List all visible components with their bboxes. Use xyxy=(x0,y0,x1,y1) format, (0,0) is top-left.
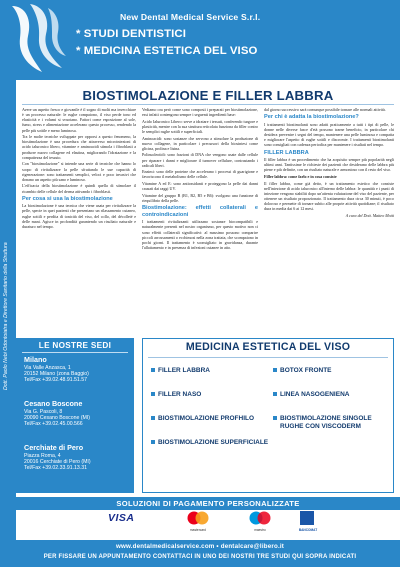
services-title: MEDICINA ESTETICA DEL VISO xyxy=(185,341,351,353)
service-item: FILLER NASO xyxy=(158,391,201,399)
service-item: BOTOX FRONTE xyxy=(280,367,332,375)
footer-cta: PER FISSARE UN APPUNTAMENTO CONTATTACI IN UNO DEI NOSTRI TRE STUDI QUI SOPRA INDICATI xyxy=(43,554,357,560)
paragraph: L'efficacia della biostimolazione è quindi quella di stimolare il ricambio delle cellule del derma attivando i fibroblasti. xyxy=(22,183,136,194)
paragraph: Aminoacidi: sono sostanze che servono a stimolare la produzione di nuovo collagene, in particolare i precursori della biosintesi come glicina, prolina e lisina. xyxy=(142,135,258,151)
location-pero xyxy=(24,444,134,471)
maestro-icon xyxy=(248,511,272,525)
location-city: Cerchiate di Pero xyxy=(24,443,84,452)
subheading: FILLER LABBRA xyxy=(264,149,309,156)
paragraph: Vediamo ora però come sono composti i preparati per biostimolazione, essi infatti contengono sempre i seguenti ingredienti base: xyxy=(142,107,258,118)
bancomat-label: BANCOMAT xyxy=(298,528,318,532)
main-title: BIOSTIMOLAZIONE E FILLER LABBRA xyxy=(82,88,334,103)
paragraph: Il filler labbra è un procedimento che ha acquisito sempre più popolarità negli ultimi anni. Tantissime le richieste dei pazienti che desiderano delle labbra più piene e più definite, con un risultato naturale e armonioso con il resto del viso. xyxy=(264,157,394,173)
service-item: FILLER LABBRA xyxy=(158,367,210,375)
location-zip: 20152 Milano (zona Baggio) xyxy=(24,370,89,377)
title-divider xyxy=(22,104,394,105)
location-cesano xyxy=(24,400,134,427)
location-address: Via Valle Anzasca, 1 xyxy=(24,364,71,371)
paragraph: I trattamenti biostimolanti sono adatti praticamente a tutti i tipi di pelle, le donne nelle diverse fasce d'età possono trarne beneficio, in particolare chi desidera prevenire i segni del tempo, mantenere una pelle luminosa e compatta e migliorare l'aspetto di rughe sottili e discromie. I trattamenti biostimolanti sono consigliati con cadenza periodica per mantenere i risultati nel tempo. xyxy=(264,121,394,148)
location-phone: Tel/Fax +39.02.48.91.51.57 xyxy=(24,377,88,384)
paragraph: dal giorno successivo sarà comunque possibile tornare alle normali attività. xyxy=(264,107,386,112)
paragraph: Avere un aspetto fresco e giovanile è il sogno di molti ma invecchiare è un processo naturale: le rughe compaiono, il viso perde tono ed elasticità e i volumi si svuotano. Fattori come esposizione al sole, fumo, stress e alimentazione accelerano questo processo, rendendo la pelle più sottile e meno luminosa. xyxy=(22,107,136,133)
subheading: Per chi è adatta la biostimolazione? xyxy=(264,114,359,121)
paragraph: Acido Ialuronico Libero: serve a idratare i tessuti, conferendo turgore e plasticità, mentre con la sua struttura reticolata funziona da filler contro le semplici rughe sottili e superficiali. xyxy=(142,118,258,135)
paragraph: Enzimi: sono delle proteine che accelerano i processi di guarigione e favoriscono il metabolismo delle cellule. xyxy=(142,169,258,180)
article-column-1 xyxy=(22,107,136,230)
service-item: LINEA NASOGENIENA xyxy=(280,391,349,399)
bancomat-icon xyxy=(300,511,314,525)
sidebar-credit: Dott. Paolo Nebi Odontoiatra e Direttore Sanitario della Struttura xyxy=(3,242,9,390)
bullet-icon xyxy=(273,368,277,372)
locations-divider xyxy=(22,352,128,353)
location-city: Milano xyxy=(24,355,47,364)
header-line-dental: * STUDI DENTISTICI xyxy=(76,28,187,40)
subheading-bold: Filler labbra: come farlo e in cosa consiste xyxy=(264,173,337,179)
bullet-icon xyxy=(273,392,277,396)
paragraph: I trattamenti rivitalizzanti utilizzano sostanze biocompatibili e naturalmente presenti nel nostro organismo, per questo motivo non ci sono effetti collaterali significativi: al massimo possono comparire piccoli arrossamenti o ecchimosi nella zona trattata, che scompaiono in pochi giorni. Il trattamento è sconsigliato in gravidanza, durante l'allattamento e in presenza di infezioni cutanee in atto. xyxy=(142,219,258,250)
company-name: New Dental Medical Service S.r.l. xyxy=(120,12,261,22)
article-column-3 xyxy=(264,107,394,220)
paragraph: Con "biostimolazione" si intende una serie di tecniche che hanno lo scopo di rivitalizzare la pelle sfruttando le sue capacità di rigenerazione: sono trattamenti semplici, veloci e poco invasivi che donano un aspetto più sano e luminoso. xyxy=(22,161,136,182)
paragraph: Vitamine A ed E: sono antiossidanti e proteggono la pelle dai danni causati dai raggi UV. xyxy=(142,180,258,192)
service-item: BIOSTIMOLAZIONE SUPERFICIALE xyxy=(158,439,278,447)
logo xyxy=(4,2,70,78)
paragraph: Vitamine del gruppo B (B1, B2, B5 e B6): svolgono una funzione di riequilibrio della pelle. xyxy=(142,192,258,203)
bullet-icon xyxy=(151,440,155,444)
service-item: BIOSTIMOLAZIONE PROFHILO xyxy=(158,415,268,423)
location-address: Via G. Pascoli, 8 xyxy=(24,408,63,415)
bullet-icon xyxy=(151,368,155,372)
paragraph: Tra le molte tecniche sviluppate per opporsi a questo fenomeno, la biostimolazione è una procedura che attraverso microiniezioni di acido ialuronico libero, vitamine e aminoacidi stimola i fibroblasti a produrre nuovo collagene ed elastina, migliorando l'idratazione e la compattezza del tessuto. xyxy=(22,134,136,160)
mastercard-icon xyxy=(186,511,210,525)
service-item: BIOSTIMOLAZIONE SINGOLE RUGHE CON VISCODERM xyxy=(280,415,388,430)
paragraph: Polinucleotidi: sono frazioni di DNA che vengono usate dalle cellule per riparare i danni e migliorare il turnover cellulare, contrastando i radicali liberi. xyxy=(142,152,258,168)
mastercard-label: mastercard xyxy=(190,528,206,532)
footer-contacts[interactable]: www.dentalmedicalservice.com • dentalcare@libero.it xyxy=(115,543,285,550)
location-address: Piazza Roma, 4 xyxy=(24,452,61,459)
article-column-2 xyxy=(142,107,258,252)
maestro-label: maestro xyxy=(254,528,266,532)
location-zip: 20016 Cerchiate di Pero (MI) xyxy=(24,458,91,465)
header-line-medicina: * MEDICINA ESTETICA DEL VISO xyxy=(76,45,258,57)
subheading: Biostimolazione: effetti collaterali e controindicazioni xyxy=(142,205,258,218)
paragraph: La biostimolazione è una tecnica che viene usata per rivitalizzare la pelle, specie in quei pazienti che presentano un rilassamento cutaneo, rughe sottili e perdita di tonicità del viso, del collo, del décolleté e delle mani. Agisce in profondità garantendo un risultato naturale e duraturo nel tempo. xyxy=(22,203,136,229)
location-phone: Tel/Fax +39.02.45.00.566 xyxy=(24,421,83,428)
bullet-icon xyxy=(151,392,155,396)
subheading: Per cosa si usa la biostimolazione xyxy=(22,195,113,202)
services-divider xyxy=(148,357,388,358)
locations-title: LE NOSTRE SEDI xyxy=(38,341,112,350)
location-city: Cesano Boscone xyxy=(24,399,83,408)
paragraph: Il filler labbra, come già detto, è un trattamento estetico che consiste nell'iniezione di acido ialuronico all'interno delle labbra: le quantità e i punti di iniezione vengono stabiliti dopo un'attenta valutazione del viso del paziente, per ottenere un risultato proporzionato. Il trattamento dura circa 30 minuti, è poco doloroso e permette di tornare subito alle proprie attività quotidiane; il risultato dura in media dai 6 ai 12 mesi. xyxy=(264,180,394,212)
payment-title: SOLUZIONI DI PAGAMENTO PERSONALIZZATE xyxy=(116,499,300,508)
bullet-icon xyxy=(151,416,155,420)
visa-logo: VISA xyxy=(108,512,135,524)
location-milano xyxy=(24,356,134,383)
bullet-icon xyxy=(273,416,277,420)
location-zip: 20090 Cesano Boscone (MI) xyxy=(24,414,91,421)
locations-box xyxy=(16,338,134,493)
location-phone: Tel/Fax +39.02.33.91.13.31 xyxy=(24,465,88,472)
article-signature: A cura del Dott. Matteo Motti xyxy=(345,213,394,219)
